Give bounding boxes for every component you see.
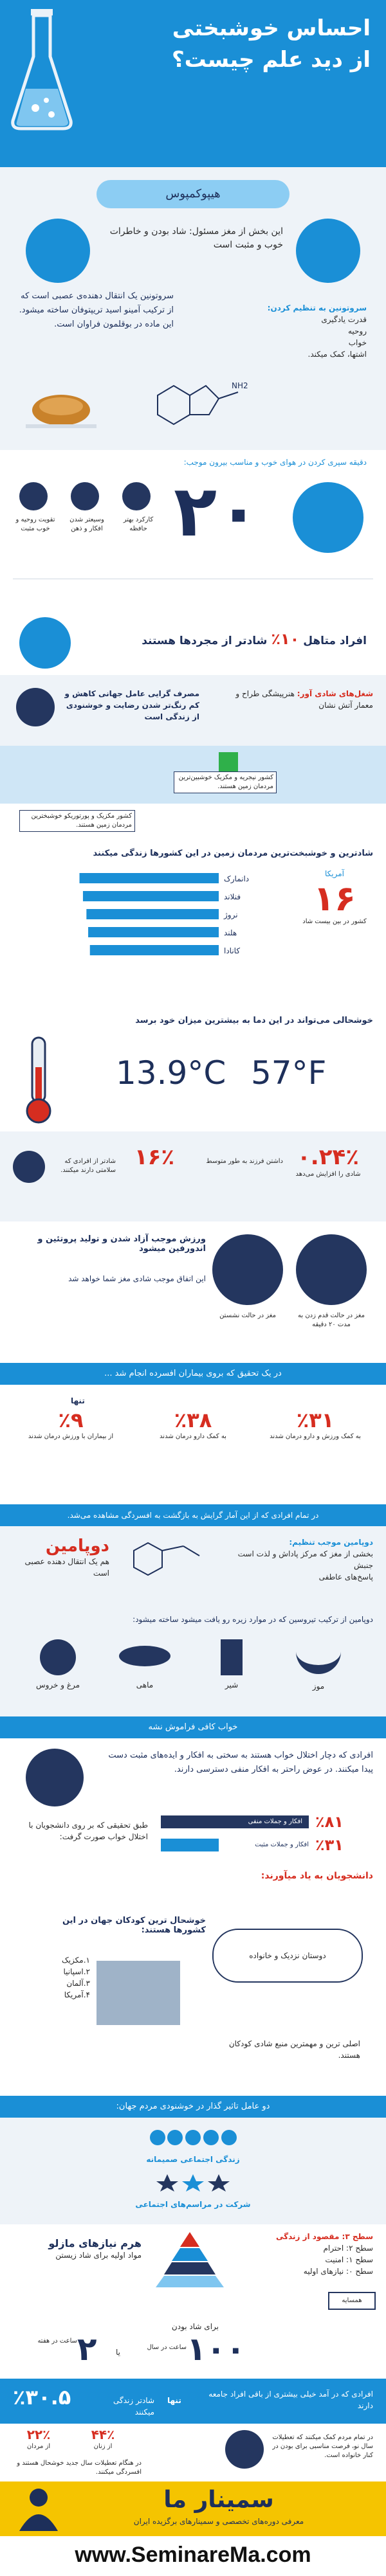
flask-icon <box>6 5 77 134</box>
countries-chart-title: شادترین و خوشبخت‌ترین مردمان زمین در این کشورها زندگی میکنند <box>93 849 373 858</box>
hippocampus-banner: هیپوکمپوس <box>96 180 290 208</box>
time-label: برای شاد بودن <box>171 2322 219 2331</box>
serotonin-list-item: اشتها، کمک میکند. <box>308 350 367 359</box>
kids-list-item: ۳.آلمان <box>66 1979 90 1988</box>
us-rank-label: آمریکا <box>324 869 344 878</box>
children-stat-2-text: شادتر از افرادی که سلامتی دارند میکنند. <box>60 1158 116 1174</box>
country-bar <box>86 909 219 919</box>
serotonin-list-item: خواب <box>348 338 367 347</box>
brain-scan-walking-label: مغز در حالت قدم زدن به مدت ۲۰ دقیقه <box>298 1312 365 1328</box>
newyear-caption: در هنگام تعطیلات سال جدید خوشحال هستند و افسردگی میکنند. <box>17 2460 142 2476</box>
brain-scan-walking <box>296 1234 367 1305</box>
sleep-bar-fill <box>161 1839 219 1851</box>
celsius-value: 13.9°C <box>116 1054 226 1092</box>
plus-icon <box>19 482 48 510</box>
fahrenheit-value: 57°F <box>251 1054 327 1092</box>
depression-stat-text: به کمک دارو درمان شدند <box>160 1433 226 1440</box>
sleep-bar-label: افکار و جملات مثبت <box>255 1841 309 1848</box>
factors-banner: دو عامل تاثیر گذار در خوشنودی مردم جهان: <box>0 2096 386 2118</box>
country-label: کانادا <box>224 946 241 955</box>
footer <box>0 2481 386 2576</box>
header <box>0 0 386 167</box>
foods-row <box>19 1639 367 1710</box>
stars-icon <box>154 2173 232 2192</box>
depression-stat <box>19 1408 122 1441</box>
countries-section <box>0 804 386 1009</box>
happy-jobs-list: هنرپیشگی طراح و معمار آتش نشان <box>235 689 373 710</box>
depression-banner: در یک تحقیق که بروی بیماران افسرده انجام شد ... <box>0 1363 386 1385</box>
footer-tagline: معرفی دوره‌های تخصصی و سمینارهای برگزیده ایران <box>133 2517 304 2526</box>
dopamine-desc: هم یک انتقال دهنده عصبی است <box>24 1557 109 1578</box>
food-chicken <box>19 1639 96 1691</box>
factor-1: زندگی اجتماعی صمیمانه <box>146 2155 240 2164</box>
dopamine-list-item: پاسخ‌های عاطفی <box>318 1572 373 1581</box>
dopamine-list-item: جنبش <box>354 1561 373 1570</box>
sleep-bar-positive <box>161 1836 373 1858</box>
country-label: فنلاند <box>224 892 241 901</box>
happy-jobs <box>232 688 373 711</box>
men-label: از مردان <box>26 2443 51 2450</box>
serotonin-list <box>219 302 367 360</box>
title-line-2: از دید علم چیست؟ <box>171 47 371 73</box>
neighbor-label: همسایه <box>328 2292 376 2310</box>
sleep-remember: دانشجویان به یاد میآورند: <box>261 1871 373 1881</box>
depression-stat-value: ٪۹ <box>58 1408 84 1432</box>
depression-section <box>0 1363 386 1504</box>
serotonin-list-item: قدرت یادگیری <box>321 315 367 324</box>
memory-icon <box>122 482 151 510</box>
food-banana <box>280 1639 357 1692</box>
country-label: هلند <box>224 928 237 937</box>
depression-stat-text: به کمک ورزش و دارو درمان شدند <box>270 1433 361 1440</box>
maslow-section <box>0 2224 386 2321</box>
sleep-chart <box>161 1813 373 1858</box>
footer-url[interactable]: www.SeminareMa.com <box>75 2543 311 2567</box>
food-label: موز <box>312 1682 325 1691</box>
country-label: دانمارک <box>224 874 250 883</box>
head-icon <box>296 219 360 283</box>
women-label: از زنان <box>93 2443 113 2450</box>
sleep-study: طبق تحقیقی که بر روی دانشجویان با اختلال خواب صورت گرفت: <box>28 1821 148 1841</box>
us-rank-number: ۱۶ <box>313 878 356 919</box>
dopamine-list-item: بخشی از مغز که مرکز پاداش و لذت است <box>237 1549 373 1558</box>
income-section <box>0 2379 386 2424</box>
kids-list-item: ۴.آمریکا <box>64 1990 90 1999</box>
income-text: شادتر زندگی میکنند <box>113 2396 154 2417</box>
newyear-section <box>0 2424 386 2481</box>
benefit-label: کارکرد بهتر حافظه <box>123 516 154 532</box>
food-milk <box>193 1639 270 1691</box>
women-stat <box>77 2427 129 2451</box>
women-percent: ۴۴٪ <box>91 2427 115 2442</box>
dopamine-info <box>13 1536 109 1579</box>
countries-bar-chart <box>64 868 277 971</box>
married-percent: ۱۰٪ <box>271 630 300 648</box>
people-icon <box>148 2128 238 2147</box>
maslow-level: سطح ۲: احترام <box>323 2244 373 2253</box>
food-fish <box>106 1639 183 1691</box>
depression-stat <box>264 1408 367 1441</box>
income-desc: افرادی که در آمد خیلی بیشتری از باقی افراد جامعه دارند <box>208 2390 373 2410</box>
kids-caption: اصلی ترین و مهمترین منبع شادی کودکان هستند. <box>228 2039 360 2060</box>
country-bar <box>88 927 219 937</box>
sleep-bar-negative <box>161 1813 373 1832</box>
milk-icon <box>221 1639 243 1675</box>
sleep-bar-value: ٪۳۱ <box>315 1836 344 1854</box>
time-weekly-unit: ساعت در هفته <box>37 2337 77 2345</box>
children-stat-2 <box>116 1144 193 1170</box>
serotonin-list-item: روحیه <box>347 327 367 336</box>
maslow-levels <box>238 2231 373 2277</box>
benefit-label: تقویت روحیه و خوب مثبت <box>15 516 55 532</box>
depression-stat-value: ٪۳۱ <box>296 1408 335 1432</box>
married-text-pre: افراد متاهل <box>303 635 367 647</box>
country-bar <box>80 873 219 883</box>
children-stat-1-sub: داشتن فرزند به طور متوسط <box>206 1158 283 1165</box>
married-section <box>0 611 386 675</box>
maslow-level: سطح ۰: نیازهای اولیه <box>303 2267 373 2276</box>
brain-icon <box>71 482 99 510</box>
banana-icon <box>296 1639 341 1674</box>
money-icon <box>16 688 55 726</box>
men-stat <box>13 2427 64 2451</box>
chicken-icon <box>40 1639 76 1675</box>
calendar-icon <box>225 2430 264 2469</box>
depression-stat-text: از بیماران با ورزش درمان شدند <box>28 1433 114 1440</box>
exercise-text: ورزش موجب آزاد شدن و تولید پروتئین و اندورفین میشود <box>37 1234 206 1254</box>
happy-jobs-label: شغل‌های شادی آور: <box>297 689 373 698</box>
molecule-icon <box>135 373 264 431</box>
serotonin-text: سروتونین یک انتقال دهنده‌ی عصبی است که از ترکیب آمینو اسید تریپتوفان ساخته میشود. این ماده در بوقلمون فراوان است. <box>19 291 174 330</box>
dopamine-section <box>0 1504 386 1716</box>
exercise-section <box>0 1221 386 1363</box>
married-text-post: شادتر از مجردها هستند <box>142 635 268 647</box>
turkey-icon <box>26 379 96 431</box>
newyear-note: در تمام مردم کمک میکنند که تعطیلات سال نو، فرصت مناسبی برای بودن در کنار خانواده است. <box>272 2434 373 2459</box>
sleep-banner: خواب کافی فراموش نشه <box>0 1716 386 1738</box>
moon-icon <box>26 1749 84 1806</box>
children-section <box>0 1131 386 1221</box>
maslow-title: هرم نیازهای مازلو <box>48 2237 142 2249</box>
outdoor-number: ۲۰ <box>174 470 261 552</box>
time-weekly <box>13 2337 77 2346</box>
temperature-caption: خوشحالی می‌تواند در این دما به بیشترین میزان خود برسد <box>135 1016 373 1025</box>
factor-2: شرکت در مراسم‌های اجتماعی <box>135 2200 251 2209</box>
spending-text: مصرف گرایی عامل جهانی کاهش و کم رنگ‌تر شدن رضایت و خوشنودی از زندگی است <box>64 689 199 721</box>
food-label: مرغ و خروس <box>35 1680 80 1689</box>
food-label: ماهی <box>136 1680 154 1689</box>
food-label: شیر <box>225 1680 239 1689</box>
title-line-1: احساس خوشبختی <box>172 15 371 41</box>
nigeria-note: کشور نیجریه و مکزیک خوشبین‌ترین مردمان زمین هستند. <box>174 771 277 793</box>
dopamine-molecule-icon <box>122 1536 219 1581</box>
hippocampus-section <box>0 167 386 450</box>
income-only: تنها <box>167 2396 181 2405</box>
depression-stat-value: ٪۳۸ <box>174 1408 212 1432</box>
dopamine-banner: در تمام افرادی که از این آمار گرایش به بازگشت به افسردگی مشاهده می‌شد. <box>0 1504 386 1526</box>
us-rank <box>296 868 373 926</box>
time-or: یا <box>116 2348 120 2357</box>
outdoor-intro: دقیقه سپری کردن در هوای خوب و مناسب بیرون موجب: <box>183 458 367 467</box>
serotonin-list-title: سروتونین به تنظیم کردن: <box>267 303 367 312</box>
outdoor-section <box>0 450 386 611</box>
us-rank-note: کشور در بین بیست شاد <box>302 918 367 926</box>
maslow-level: سطح ۱: امنیت <box>325 2255 373 2264</box>
maslow-text <box>13 2237 142 2261</box>
kids-bubble: دوستان نزدیک و خانواده <box>212 1929 363 1983</box>
married-stat <box>84 630 367 648</box>
ring-icon <box>19 617 71 669</box>
mexico-note: کشور مکزیک و پورتوریکو خوشبخترین مردمان زمین هستند. <box>19 810 135 832</box>
countries-chart-svg <box>64 868 277 971</box>
sleep-bar-value: ٪۸۱ <box>315 1813 344 1831</box>
family-icon <box>13 1151 45 1183</box>
factors-section <box>0 2096 386 2224</box>
country-bar <box>83 891 219 901</box>
benefit-label: وسیعتر شدن افکار و ذهن <box>69 516 104 532</box>
only-label: تنها <box>71 1396 85 1405</box>
hippocampus-text: این بخش از مغز مسئول: شاد بودن و خاطرات خوب و مثبت است <box>109 226 283 250</box>
maslow-sub: مواد اولیه برای شاد زیستن <box>55 2251 142 2260</box>
brain-icon <box>26 219 90 283</box>
brain-scan-sitting <box>212 1234 283 1305</box>
country-label: نروژ <box>224 910 238 919</box>
temperature-section <box>0 1009 386 1131</box>
sleep-text: افرادی که دچار اختلال خواب هستند به سختی به افکار و ایده‌های مثبت دست پیدا میکنند. در عوض راحتر به افکار منفی دسترسی دارند. <box>108 1751 373 1775</box>
men-percent: ۲۲٪ <box>26 2427 51 2442</box>
mexico-map <box>96 1961 180 2025</box>
kids-title: خوشحال ترین کودکان جهان در این کشورها هستند: <box>62 1916 206 1935</box>
tree-icon <box>293 482 363 553</box>
kids-section <box>0 1903 386 2096</box>
time-weekly-number: ۲ <box>77 2330 97 2368</box>
kids-list-item: ۲.اسپانیا <box>63 1967 90 1976</box>
dopamine-list-title: دوپامین موجب تنظیم: <box>289 1538 373 1547</box>
children-stat-1-value: ۰.۲۴٪ <box>297 1144 359 1170</box>
spending-section <box>0 675 386 804</box>
footer-brand: سمینار ما <box>163 2487 274 2513</box>
depression-stat <box>142 1408 244 1441</box>
brain-scan-sitting-label: مغز در حالت نشستن <box>219 1312 276 1319</box>
income-percent: ٪۳۰.۵ <box>13 2385 71 2409</box>
foods-caption: دوپامین از ترکیب تیروسین که در موارد زیره رو یافت میشود ساخته میشود: <box>133 1615 373 1624</box>
exercise-text-2: این اتفاق موجب شادی مغز شما خواهد شد <box>68 1274 206 1283</box>
nh2-label: NH2 <box>232 381 248 390</box>
country-bar <box>90 945 219 955</box>
dopamine-list <box>232 1536 373 1583</box>
children-stat-2-value: ۱۶٪ <box>134 1144 175 1170</box>
pyramid-icon <box>154 2231 225 2289</box>
fish-icon <box>119 1646 170 1666</box>
maslow-level: سطح ۳: مقصود از زندگی <box>275 2232 373 2241</box>
dopamine-name: دوپامین <box>45 1536 109 1556</box>
kids-list-item: ۱.مکزیک <box>61 1956 90 1965</box>
children-stat-1-text: شادی را افزایش می‌دهد <box>295 1171 361 1178</box>
children-stat-1 <box>290 1144 367 1179</box>
sleep-bar-label: افکار و جملات منفی <box>248 1818 302 1825</box>
time-hours-unit: ساعت در سال <box>147 2344 187 2351</box>
kids-list <box>26 1954 90 2001</box>
logo-icon <box>13 2485 64 2533</box>
page-title <box>100 13 371 77</box>
time-hours-number: ۱۰۰ <box>187 2330 246 2368</box>
thermometer-icon <box>19 1035 58 1125</box>
